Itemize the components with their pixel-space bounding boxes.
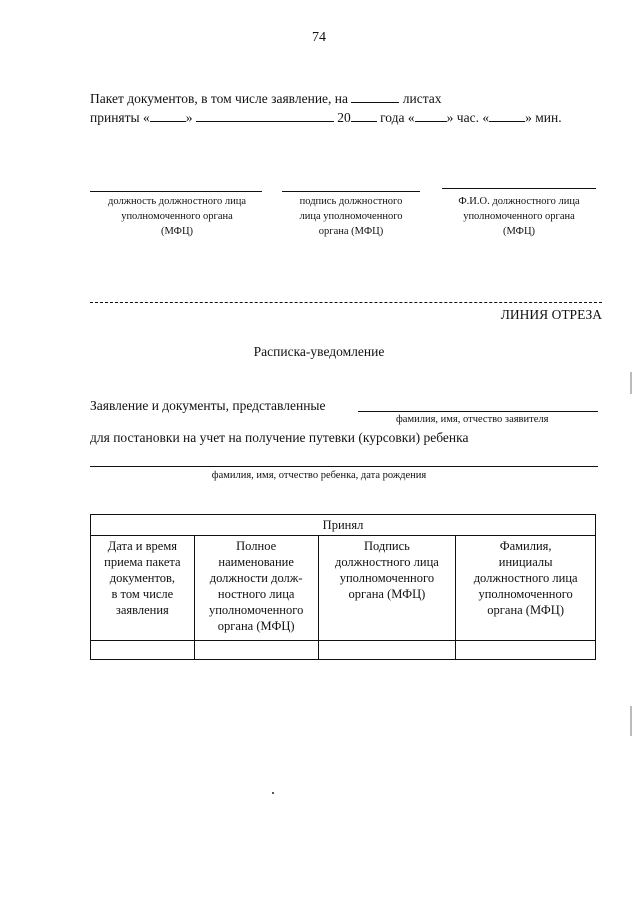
table-header-row bbox=[91, 515, 596, 536]
table-header: Принял bbox=[91, 515, 596, 536]
table-cell-position[interactable] bbox=[194, 641, 318, 660]
year-word: года « bbox=[380, 110, 415, 125]
scan-mark bbox=[630, 706, 632, 736]
signature-caption-fio: Ф.И.О. должностного лица уполномоченного органа (МФЦ) bbox=[458, 196, 580, 237]
notice-title: Расписка-уведомление bbox=[253, 344, 385, 359]
applicant-caption: фамилия, имя, отчество заявителя bbox=[396, 414, 549, 425]
accepted-text: приняты « bbox=[90, 110, 150, 125]
cut-line bbox=[90, 302, 602, 303]
quote-close: » bbox=[185, 110, 193, 125]
signature-sign-line[interactable] bbox=[282, 191, 420, 192]
minutes-field[interactable] bbox=[489, 109, 525, 122]
fio-sign-line[interactable] bbox=[442, 188, 596, 189]
col-date-time: Дата и время приема пакета документов, в том числе заявления bbox=[91, 536, 195, 641]
signature-caption-signature: подпись должностного лица уполномоченного органа (МФЦ) bbox=[299, 196, 403, 237]
hours-word: » час. « bbox=[446, 110, 490, 125]
table-cell-signature[interactable] bbox=[318, 641, 456, 660]
child-info-field[interactable] bbox=[90, 466, 598, 467]
position-sign-line[interactable] bbox=[90, 191, 262, 192]
applicant-name-field[interactable] bbox=[358, 411, 598, 412]
table-cell-date[interactable] bbox=[91, 641, 195, 660]
scan-dot bbox=[272, 792, 274, 794]
accepted-line bbox=[90, 109, 562, 126]
table-row bbox=[91, 641, 596, 660]
acceptance-table bbox=[90, 514, 596, 660]
col-position-name: Полное наименование должности долж- ностного лица уполномоченного органа (МФЦ) bbox=[194, 536, 318, 641]
hours-field[interactable] bbox=[415, 109, 447, 122]
notice-line-1: Заявление и документы, представленные bbox=[90, 398, 326, 413]
cut-line-label: ЛИНИЯ ОТРЕЗА bbox=[500, 307, 602, 322]
month-field[interactable] bbox=[196, 109, 334, 122]
year-prefix: 20 bbox=[337, 110, 351, 125]
col-fio: Фамилия, инициалы должностного лица уполномоченного органа (МФЦ) bbox=[456, 536, 596, 641]
table-column-row bbox=[91, 536, 596, 641]
sheets-count-field[interactable] bbox=[351, 90, 399, 103]
page-number: 74 bbox=[312, 30, 326, 45]
table-cell-fio[interactable] bbox=[456, 641, 596, 660]
notice-line-2: для постановки на учет на получение путевки (курсовки) ребенка bbox=[90, 430, 469, 445]
col-signature: Подпись должностного лица уполномоченного органа (МФЦ) bbox=[318, 536, 456, 641]
day-field[interactable] bbox=[150, 109, 186, 122]
package-line bbox=[90, 90, 442, 107]
scan-mark bbox=[630, 372, 632, 394]
package-text: Пакет документов, в том числе заявление, на bbox=[90, 91, 349, 106]
year-field[interactable] bbox=[351, 109, 377, 122]
sheets-word: листах bbox=[402, 91, 442, 106]
minutes-word: » мин. bbox=[525, 110, 562, 125]
child-caption: фамилия, имя, отчество ребенка, дата рождения bbox=[211, 470, 427, 481]
signature-caption-position: должность должностного лица уполномоченного органа (МФЦ) bbox=[108, 196, 246, 237]
